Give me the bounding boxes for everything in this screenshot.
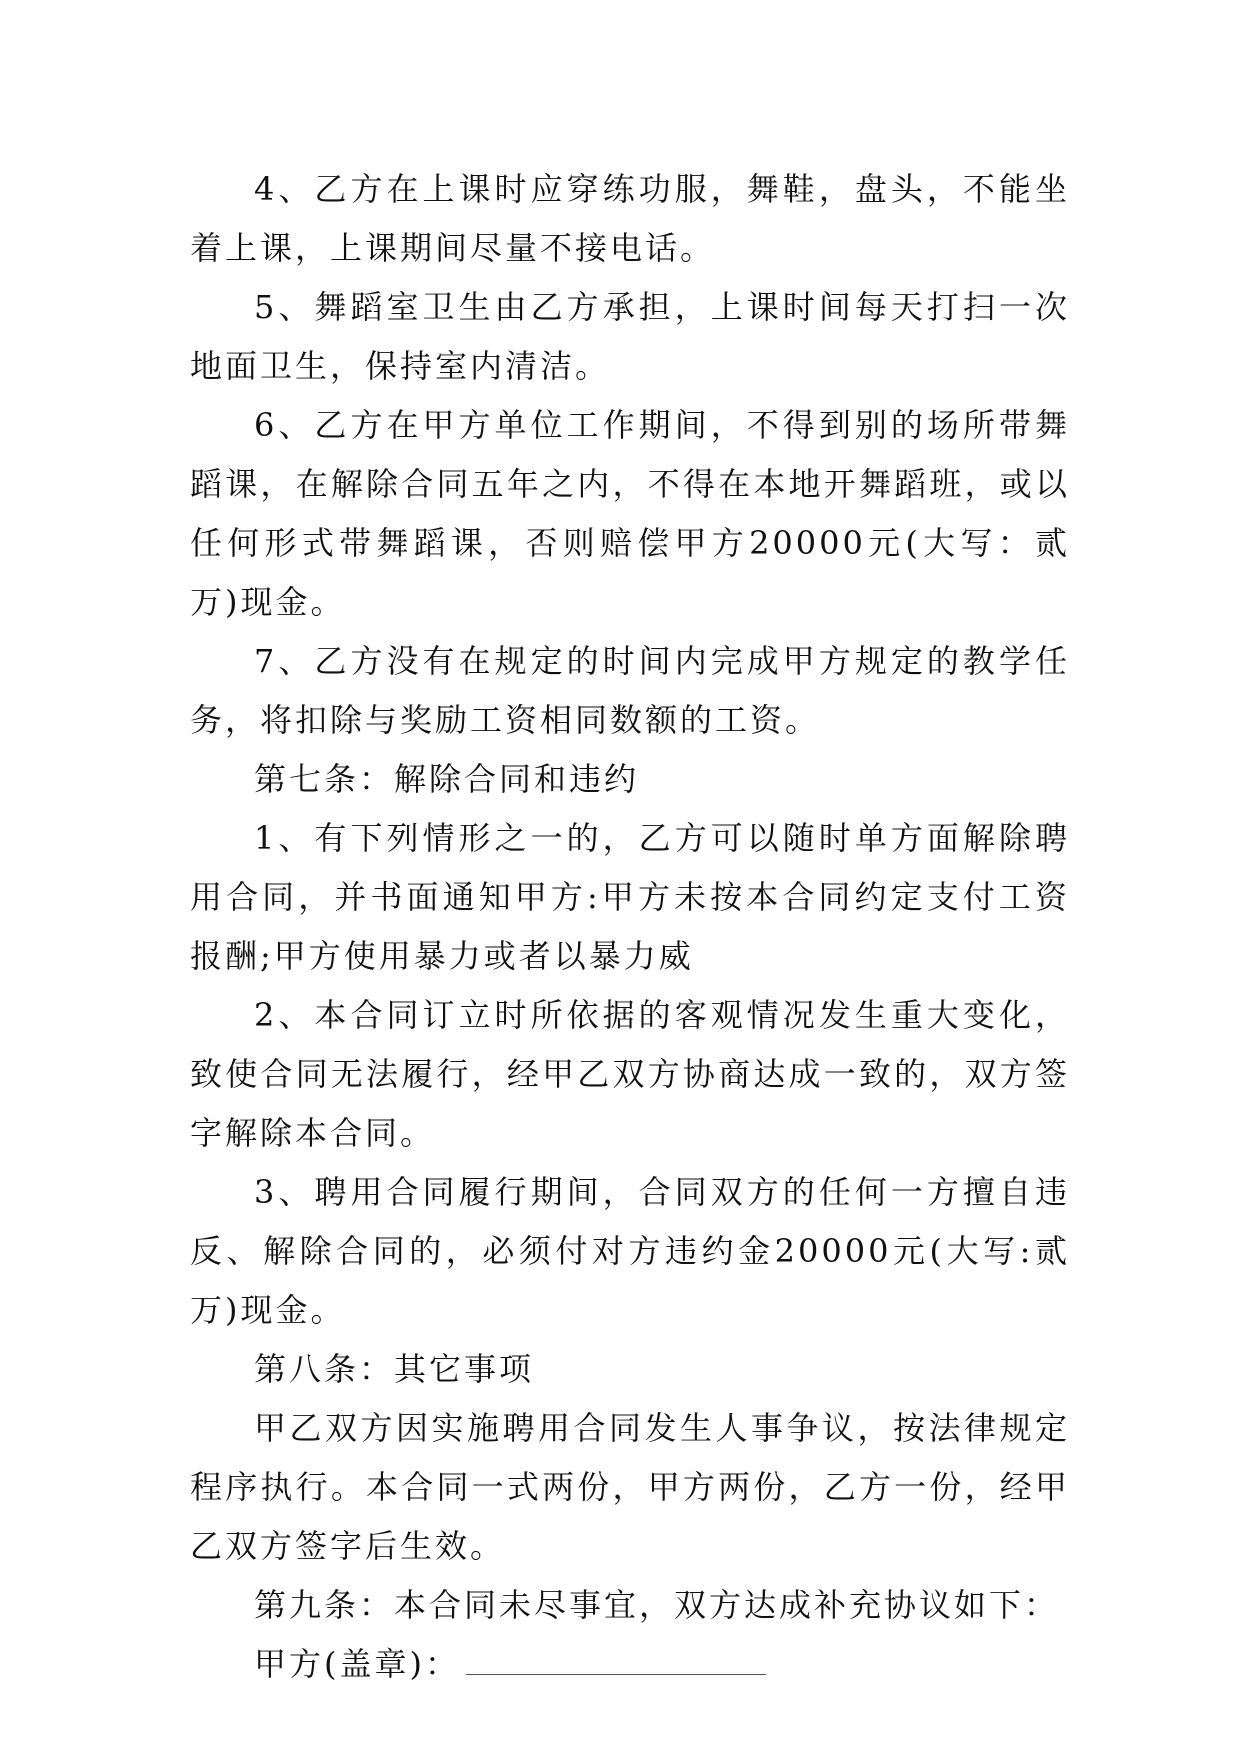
clause-5: 5、舞蹈室卫生由乙方承担，上课时间每天打扫一次地面卫生，保持室内清洁。 <box>190 288 1070 385</box>
article-8-body: 甲乙双方因实施聘用合同发生人事争议，按法律规定程序执行。本合同一式两份，甲方两份，乙方一份，经甲乙双方签字后生效。 <box>190 1409 1070 1565</box>
clause-6: 6、乙方在甲方单位工作期间，不得到别的场所带舞蹈课，在解除合同五年之内，不得在本地开舞蹈班，或以任何形式带舞蹈课，否则赔偿甲方20000元(大写：贰万)现金。 <box>190 406 1070 621</box>
article-8-heading: 第八条：其它事项 <box>254 1350 535 1388</box>
article-7-heading: 第七条：解除合同和违约 <box>254 760 640 798</box>
signature-label-party-a: 甲方(盖章)： <box>254 1645 460 1683</box>
article-9-heading: 第九条：本合同未尽事宜，双方达成补充协议如下： <box>254 1586 1060 1624</box>
clause-7: 7、乙方没有在规定的时间内完成甲方规定的教学任务，将扣除与奖励工资相同数额的工资。 <box>190 642 1070 739</box>
article-7-clause-1: 1、有下列情形之一的，乙方可以随时单方面解除聘用合同，并书面通知甲方:甲方未按本合同约定支付工资报酬;甲方使用暴力或者以暴力威 <box>190 819 1070 975</box>
signature-row <box>190 1635 1070 1694</box>
contract-body <box>190 160 1070 1694</box>
signature-blank-line[interactable] <box>466 1640 766 1675</box>
article-7-clause-3: 3、聘用合同履行期间，合同双方的任何一方擅自违反、解除合同的，必须付对方违约金20000元(大写:贰万)现金。 <box>190 1173 1070 1329</box>
clause-4: 4、乙方在上课时应穿练功服，舞鞋，盘头，不能坐着上课，上课期间尽量不接电话。 <box>190 170 1070 267</box>
article-7-clause-2: 2、本合同订立时所依据的客观情况发生重大变化，致使合同无法履行，经甲乙双方协商达成一致的，双方签字解除本合同。 <box>190 996 1070 1152</box>
